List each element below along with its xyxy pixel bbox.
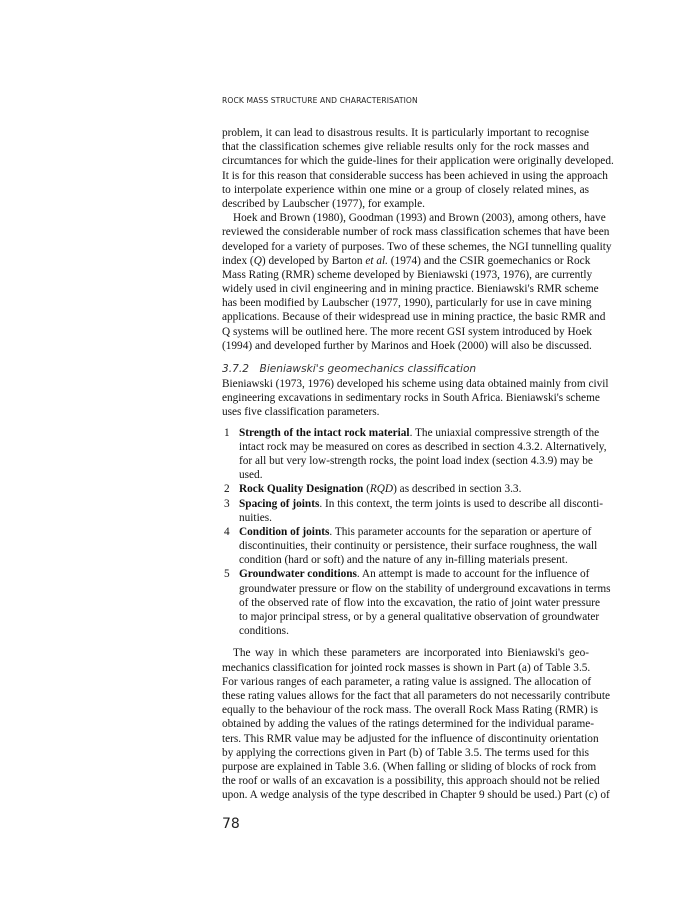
- text-line: condition (hard or soft) and the nature of any in-filling materials present.: [239, 554, 568, 567]
- bold-term: Spacing of joints: [239, 497, 320, 510]
- text-line: It is for this reason that considerable success has been achieved in using the approach: [222, 169, 608, 182]
- text-line: equally to the behaviour of the rock mass. The overall Rock Mass Rating (RMR) is: [222, 704, 598, 717]
- text-span: ) developed by Barton: [261, 254, 366, 267]
- text-line: ters. This RMR value may be adjusted for the influence of discontinuity orientation: [222, 732, 599, 745]
- paragraph: [222, 646, 611, 802]
- text-line: groundwater pressure or flow on the stability of underground excavations in terms: [239, 582, 611, 595]
- page-number: 78: [222, 816, 240, 832]
- text-line: described by Laubscher (1977), for example.: [222, 197, 425, 210]
- text-line: purpose are explained in Table 3.6. (When falling or sliding of blocks of rock from: [222, 760, 597, 773]
- text-line: [239, 482, 589, 496]
- italic-term: RQD: [369, 483, 394, 496]
- text-line: used.: [239, 469, 263, 482]
- text-span: ) as described in section 3.3.: [393, 483, 522, 496]
- text-span: . The uniaxial compressive strength of the: [409, 426, 600, 439]
- numbered-list: [222, 426, 611, 639]
- text-line: uses five classification parameters.: [222, 406, 380, 419]
- text-line: reviewed the considerable number of rock mass classification schemes that have been: [222, 226, 610, 239]
- text-span: (1974) and the CSIR goemechanics or Rock: [387, 254, 591, 267]
- italic-term: et al.: [365, 254, 388, 267]
- text-line: mechanics classification for jointed rock masses is shown in Part (a) of Table 3.5.: [222, 661, 591, 674]
- bold-term: Groundwater conditions: [239, 568, 357, 581]
- bold-term: Strength of the intact rock material: [239, 426, 410, 439]
- bold-term: Condition of joints: [239, 525, 330, 538]
- bold-term: Rock Quality Designation: [239, 483, 364, 496]
- text-line: of the observed rate of flow into the excavation, the ratio of joint water pressure: [239, 596, 601, 609]
- text-line: problem, it can lead to disastrous results. It is particularly important to recognise: [222, 127, 589, 139]
- paragraph: [222, 126, 614, 211]
- text-line: obtained by adding the values of the ratings determined for the individual parame-: [222, 718, 595, 731]
- italic-term: Q: [253, 254, 262, 267]
- text-line: engineering excavations in sedimentary rocks in South Africa. Bieniawski's scheme: [222, 392, 600, 405]
- text-line: discontinuities, their continuity or persistence, their surface roughness, the wall: [239, 540, 598, 553]
- text-line: The way in which these parameters are incorporated into Bieniawski's geo-: [233, 647, 589, 660]
- text-line: developed for a variety of purposes. Two of these schemes, the NGI tunnelling quality: [222, 240, 612, 253]
- list-item: [222, 426, 607, 483]
- text-line: upon. A wedge analysis of the type described in Chapter 9 should be used.) Part (c) of: [222, 789, 610, 802]
- text-line: applications. Because of their widespread use in mining practice, the basic RMR and: [222, 311, 606, 324]
- text-line: nuities.: [239, 511, 272, 524]
- list-number: 2: [224, 483, 230, 496]
- text-span: index (: [222, 254, 254, 267]
- text-line: Mass Rating (RMR) scheme developed by Bieniawski (1973, 1976), are currently: [222, 268, 593, 281]
- text-span: . An attempt is made to account for the influence of: [356, 568, 590, 581]
- running-header: ROCK MASS STRUCTURE AND CHARACTERISATION: [222, 96, 418, 105]
- list-number: 1: [224, 426, 230, 439]
- text-span: . This parameter accounts for the separation or aperture of: [329, 525, 592, 538]
- text-line: circumtances for which the guide-lines for their application were originally developed.: [222, 155, 614, 168]
- text-span: . In this context, the term joints is used to describe all disconti-: [319, 497, 603, 510]
- text-line: [239, 497, 603, 511]
- text-line: widely used in civil engineering and in mining practice. Bieniawski's RMR scheme: [222, 283, 599, 296]
- text-line: [239, 426, 600, 440]
- list-item: [222, 497, 603, 525]
- text-line: intact rock may be measured on cores as described in section 4.3.2. Alternatively,: [239, 440, 607, 453]
- text-line: (1994) and developed further by Marinos and Hoek (2000) will also be discussed.: [222, 339, 592, 352]
- text-line: by applying the corrections given in Part (b) of Table 3.5. The terms used for this: [222, 746, 589, 759]
- text-line: [239, 525, 592, 539]
- page-body: [222, 126, 614, 802]
- list-item: [222, 567, 611, 638]
- text-line: for all but very low-strength rocks, the point load index (section 4.3.9) may be: [239, 454, 593, 467]
- list-number: 5: [224, 568, 230, 581]
- text-line: Q systems will be outlined here. The more recent GSI system introduced by Hoek: [222, 325, 592, 338]
- text-line: has been modified by Laubscher (1977, 1990), particularly for use in cave mining: [222, 297, 592, 310]
- section-heading: 3.7.2 Bieniawski's geomechanics classification: [222, 363, 477, 375]
- text-line: to interpolate experience within one mine or a group of closely related mines, as: [222, 183, 589, 196]
- text-line: to major principal stress, or by a general qualitative observation of groundwater: [239, 611, 600, 623]
- list-item: [222, 525, 598, 568]
- text-line: Hoek and Brown (1980), Goodman (1993) and Brown (2003), among others, have: [233, 212, 606, 225]
- text-line: For various ranges of each parameter, a rating value is assigned. The allocation of: [222, 675, 592, 688]
- text-line: these rating values allows for the fact that all parameters do not necessarily contribute: [222, 689, 611, 702]
- list-item: [222, 482, 589, 496]
- paragraph: [222, 211, 612, 353]
- text-line: that the classification schemes give reliable results only for the rock masses and: [222, 141, 589, 154]
- paragraph: [222, 377, 609, 420]
- list-number: 3: [224, 497, 230, 510]
- text-line: Bieniawski (1973, 1976) developed his scheme using data obtained mainly from civil: [222, 378, 609, 390]
- text-line: conditions.: [239, 625, 289, 638]
- text-span: (: [363, 483, 370, 496]
- list-number: 4: [224, 525, 230, 538]
- text-line: [239, 567, 589, 581]
- text-line: [222, 254, 589, 268]
- text-line: the roof or walls of an excavation is a possibility, this approach should not be relied: [222, 775, 600, 788]
